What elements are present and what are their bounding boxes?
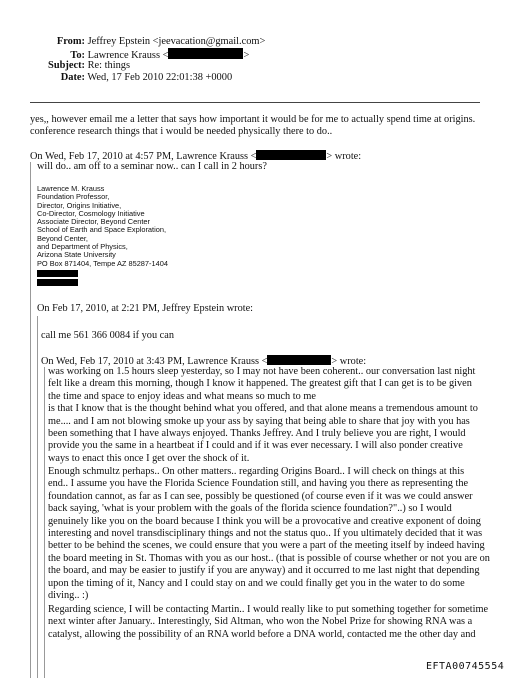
para-line: back saying, 'what is your problem with the goals of the florida science foundation?"..) so I would [48,503,452,515]
document-id: EFTA00745554 [426,661,505,672]
para-line: the time and space to enjoy ideas and what means so much to me [48,390,316,402]
quote3-attribution-suffix: > wrote: [331,356,367,367]
subject-value: Re: things [87,60,131,71]
to-value-prefix: Lawrence Krauss < [87,50,169,61]
quote2-attribution: On Feb 17, 2010, at 2:21 PM, Jeffrey Epstein wrote: [37,303,254,314]
message-line: yes,, however email me a letter that says how important it would be for me to actually spend time at origins. [30,114,476,125]
redaction-box [168,48,243,59]
to-label: To: [70,50,85,61]
para-line: end.. I assume you have the Florida Science Foundation still, and having you there as representing the [48,478,469,490]
date-value: Wed, 17 Feb 2010 22:01:38 +0000 [87,72,233,83]
header-divider [30,102,480,103]
signature-line: and Department of Physics, [37,242,128,252]
signature-line: Co-Director, Cosmology Initiative [37,208,145,218]
quote3-para2 [48,466,490,602]
para-line: ways to enact this once I get over the shock of it. [48,452,250,464]
para-line: Enough schmultz perhaps.. On other matters.. regarding Origins Board.. I will check on things at this [48,466,465,477]
para-line: Regarding science, I will be contacting Martin.. I would really like to put something together for sometime [48,604,489,615]
para-line: the board, and may be easier to justify if you are anyway) and it occurred to me last night that depending [48,565,480,577]
quote2-body: call me 561 366 0084 if you can [41,330,174,341]
quote3-bar [44,367,45,678]
para-line: better to be behind the scenes, we could ensure that you were a part of the meeting itself by indeed having [48,540,485,552]
para-line: was working on 1.5 hours sleep yesterday, so I may not have been coherent.. our conversation last night [48,366,476,377]
redaction-box [267,355,331,365]
date-label: Date: [60,72,85,83]
redaction-box [37,279,78,286]
header-date [48,72,232,84]
quote1-body: will do.. am off to a seminar now.. can I call in 2 hours? [37,161,267,172]
redaction-box [256,150,326,160]
message-body [30,114,475,139]
signature-line: Lawrence M. Krauss [37,184,105,193]
redaction-box [37,270,78,277]
subject-label: Subject: [48,60,85,71]
para-line: diving.. :) [48,590,89,602]
para-line: me.... and I am not blowing smoke up your ass by saying that being able to share that joy with you has [48,415,470,427]
signature-line: PO Box 871404, Tempe AZ 85287-1404 [37,258,168,268]
quote3-para1 [48,366,478,465]
signature [37,185,168,268]
para-line: interesting and novel transdisciplinary things and not the status quo.. If you ultimately decided that it was [48,528,483,540]
para-line: been something that I have always enjoyed. Thanks Jeffrey. And I truly believe you are right, I would [48,428,466,440]
para-line: next winter after January.. Interestingly, Sid Altman, who won the Nobel Prize for showing RNA was a [48,616,473,628]
quote1-attribution-prefix: On Wed, Feb 17, 2010 at 4:57 PM, Lawrence Krauss < [30,151,257,162]
signature-line: Director, Origins Initiative, [37,200,122,210]
signature-line: Beyond Center, [37,233,88,243]
signature-line: Associate Director, Beyond Center [37,217,150,227]
header-from [48,36,265,48]
to-value-suffix: > [243,50,250,61]
quote1-attribution-suffix: > wrote: [326,151,362,162]
para-line: catalyst, allowing the possibility of an RNA world before a DNA world, contacted me the other day and [48,628,476,640]
para-line: the board meeting in St. Thomas with you as our host.. (that is possible of course whether or not you are on [48,552,490,564]
quote1-bar [30,162,31,678]
para-line: provide you the same in a heartbeat if I could and if it was ever necessary. I will also ponder creative [48,440,463,452]
signature-line: School of Earth and Space Exploration, [37,225,167,235]
quote2-bar [37,316,38,678]
message-line: conference research things that i would be needed physically there to do.. [30,126,333,138]
para-line: felt like a dream this morning, though I know it happened. The greatest gift that I can get is to be given [48,378,472,390]
signature-line: Arizona State University [37,250,116,260]
quote3-attribution-prefix: On Wed, Feb 17, 2010 at 3:43 PM, Lawrence Krauss < [41,356,268,367]
para-line: genuinely like you on the board because I think you will be a provocative and creative exponent of doing [48,515,481,527]
from-value: Jeffrey Epstein <jeevacation@gmail.com> [87,36,266,47]
quote3-para3 [48,604,488,641]
para-line: foundation cannot, as far as I can see, possibly be questioned (of course even if it was we could answer [48,490,473,502]
para-line: upon the timing of it, Nancy and I could stay on and we could finally get you in the water to do some [48,577,465,589]
header-subject [38,60,130,72]
para-line: is that I know that is the thought behind what you offered, and that alone means a tremendous amount to [48,403,478,415]
signature-line: Foundation Professor, [37,192,110,202]
from-label: From: [56,36,85,47]
